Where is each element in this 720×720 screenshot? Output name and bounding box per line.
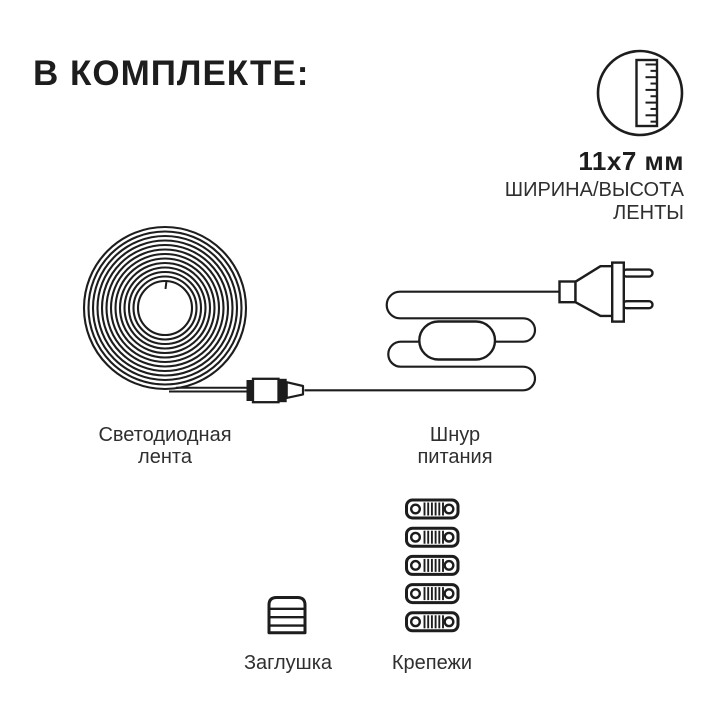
strip-size-caption [505,179,684,225]
power-cord-plug-icon [305,263,653,391]
led-strip-coil-icon [84,227,303,402]
dimension-badge [505,48,684,225]
plug-prong-top [623,270,653,277]
label-led-strip [65,424,265,468]
mounting-clips-icon [407,500,459,631]
label-fasteners [372,652,492,674]
cord-adapter [419,322,495,360]
power-plug [560,263,653,322]
caption-line-2: ЛЕНТЫ [613,202,684,224]
label-end-cap [228,652,348,674]
label-power-cord-line2: питания [417,446,493,468]
ruler-icon [594,48,684,138]
strip-size-value: 11x7 мм [578,146,684,176]
plug-prong-bottom [623,301,653,308]
page-title: В КОМПЛЕКТЕ: [33,54,310,93]
caption-line-1: ШИРИНА/ВЫСОТА [504,179,684,201]
label-fasteners-text: Крепежи [391,652,473,674]
label-power-cord [375,424,535,468]
label-power-cord-line1: Шнур [429,424,481,446]
end-cap-icon [269,598,305,633]
label-led-strip-line1: Светодиодная [98,424,232,446]
strip-connector [247,379,304,402]
label-led-strip-line2: лента [138,446,192,468]
label-end-cap-text: Заглушка [243,652,333,674]
